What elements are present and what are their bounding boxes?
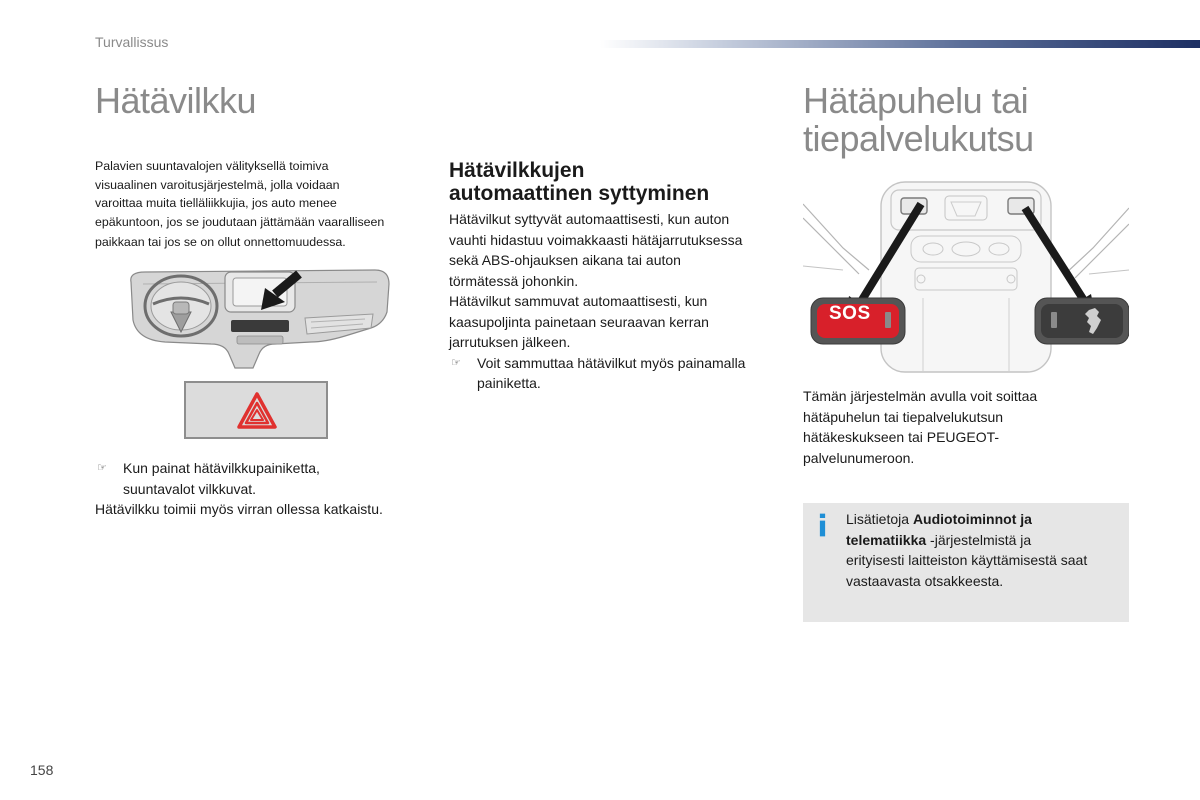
overhead-console-illustration: [803, 178, 1129, 378]
para-line: hätäkeskukseen tai PEUGEOT-: [803, 429, 1000, 445]
pointing-hand-icon: ☞: [97, 462, 107, 474]
hazard-button-image: [184, 381, 328, 439]
bullet-line: painiketta.: [477, 375, 541, 391]
info-text-pre: Lisätietoja: [846, 511, 913, 527]
para-line: palvelunumeroon.: [803, 449, 915, 466]
info-text-bold: Audiotoiminnot ja: [912, 511, 1032, 527]
title-line: Hätäpuhelu tai: [803, 80, 1029, 121]
section-label: Turvallissus: [95, 34, 169, 50]
para-line: törmätessä johonkin.: [449, 272, 579, 289]
para-line: Hätävilkut syttyvät automaattisesti, kun auton: [449, 211, 730, 227]
info-line: erityisesti laitteiston käyttämisestä saat: [846, 552, 1088, 568]
title-line: automaattinen syttyminen: [449, 182, 710, 205]
intro-line: Palavien suuntavalojen välityksellä toimiva: [95, 159, 329, 173]
emergency-call-title: [803, 82, 1163, 158]
para-line: Hätävilkut sammuvat automaattisesti, kun: [449, 293, 708, 309]
sos-button-label: SOS: [829, 303, 871, 324]
hazard-triangle-icon: [236, 391, 278, 431]
bullet-item: [449, 353, 784, 394]
title-line: tiepalvelukutsu: [803, 118, 1034, 159]
hazard-intro: [95, 157, 435, 252]
para-line: vauhti hidastuu voimakkaasti hätäjarrutuksessa: [449, 231, 743, 248]
info-icon: [819, 512, 826, 538]
info-box: [803, 503, 1129, 622]
info-text-post: -järjestelmistä ja: [926, 531, 1032, 548]
intro-line: visuaalinen varoitusjärjestelmä, jolla voidaan: [95, 177, 340, 192]
auto-hazard-title: [449, 159, 779, 205]
pointing-hand-icon: ☞: [451, 356, 461, 369]
header-gradient-bar: [600, 40, 1200, 48]
intro-line: paikkaan tai jos se on ollut onnettomuudessa.: [95, 235, 346, 249]
para-line: kaasupoljinta painetaan seuraavan kerran: [449, 313, 709, 330]
dashboard-illustration: [125, 262, 395, 374]
intro-line: varoittaa muita tielläliikkujia, jos auto menee: [95, 196, 337, 210]
info-line: [846, 530, 1124, 551]
intro-line: epäkuntoon, jos se joudutaan jättämään vaaralliseen: [95, 214, 385, 229]
para-line: Tämän järjestelmän avulla voit soittaa: [803, 388, 1038, 404]
bullet-line: Voit sammuttaa hätävilkut myös painamalla: [477, 354, 746, 371]
bullet-line: suuntavalot vilkkuvat.: [123, 480, 257, 497]
info-text-bold: telematiikka: [846, 531, 927, 548]
para-line: jarrutuksen jälkeen.: [449, 334, 571, 350]
hazard-note: Hätävilkku toimii myös virran ollessa katkaistu.: [95, 501, 383, 517]
info-text: [846, 509, 1124, 591]
emergency-call-text: [803, 386, 1123, 468]
para-line: hätäpuhelun tai tiepalvelukutsun: [803, 408, 1004, 425]
bullet-line: Kun painat hätävilkkupainiketta,: [123, 460, 320, 476]
title-line: Hätävilkkujen: [449, 159, 585, 182]
para-line: sekä ABS-ohjauksen aikana tai auton: [449, 252, 681, 268]
hazard-title: Hätävilkku: [95, 80, 257, 121]
auto-hazard-text: [449, 209, 784, 394]
page-number: 158: [30, 762, 54, 778]
info-line: [846, 509, 1124, 530]
hazard-bullet: [95, 458, 435, 520]
bullet-item: [95, 458, 435, 499]
info-line: vastaavasta otsakkeesta.: [846, 572, 1004, 589]
